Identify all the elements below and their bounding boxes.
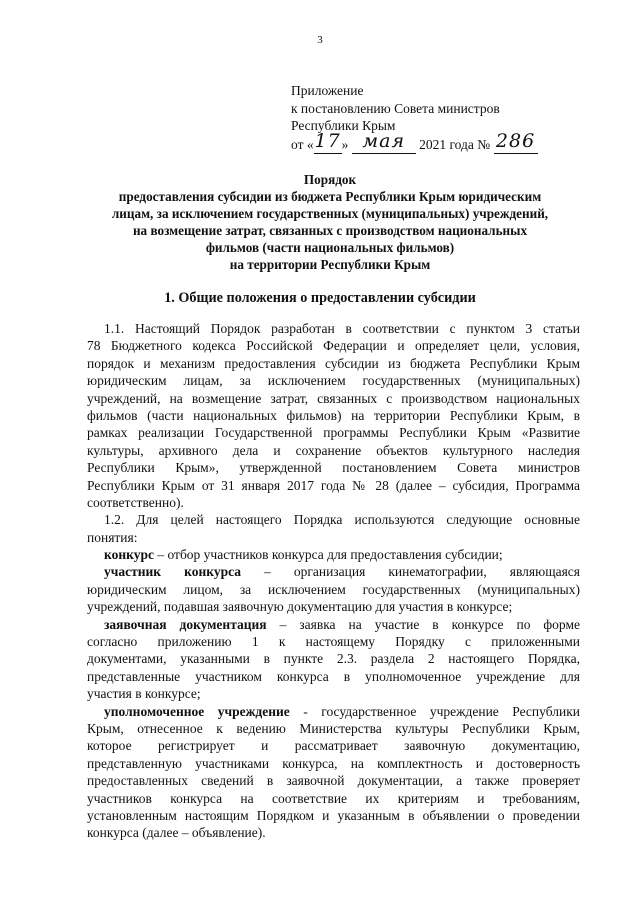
paragraph-line: рамках реализации Государственной программы Республики Крым «Развитие: [87, 425, 580, 441]
definition-term: конкурс: [104, 547, 154, 563]
paragraph-line: понятия:: [87, 529, 138, 545]
appendix-line: Приложение: [291, 83, 364, 98]
title-line: на возмещение затрат, связанных с производством национальных: [132, 223, 528, 238]
handwritten-day: 17: [314, 129, 341, 152]
definition-line: представленную участниками конкурса, на комплектность и достоверность: [87, 755, 580, 771]
definition-term: уполномоченное учреждение: [104, 703, 290, 719]
appendix-date-line: [291, 129, 538, 154]
appendix-header: [291, 82, 538, 154]
definition-line: участников конкурса на соответствие их критериям и требованиям,: [87, 790, 580, 806]
section-heading: 1. Общие положения о предоставлении субсидии: [164, 290, 476, 306]
paragraph-line: учреждений, на возмещение затрат, связанных с производством национальных: [87, 390, 580, 406]
definition-line: установленным настоящим Порядком и указанным в объявлении о проведении: [87, 807, 580, 823]
definition-line: согласно приложению 1 к настоящему Порядку с приложенными: [87, 634, 580, 650]
definition-line: предоставленных сведений в заявочной документации, а также проверяет: [87, 773, 580, 789]
handwritten-number: 286: [494, 135, 538, 154]
title-line: фильмов (части национальных фильмов): [205, 240, 455, 255]
paragraph-line: Республики Крым», утвержденной постановлением Совета министров: [87, 460, 580, 476]
title-line: на территории Республики Крым: [229, 257, 431, 272]
definition-line: учреждений, подавшая заявочную документацию для участия в конкурсе;: [87, 599, 513, 615]
paragraph-line: 78 Бюджетного кодекса Российской Федерации и определяет цели, условия,: [87, 338, 580, 354]
definition-line: участник конкурса – организация кинематографии, являющаяся: [104, 564, 581, 580]
paragraph-line: фильмов (части национальных фильмов) на территории Республики Крым, в: [87, 407, 580, 423]
paragraph-line: порядок и механизм предоставления субсидии из бюджета Республики Крым: [87, 355, 580, 371]
title-line: Порядок: [303, 172, 357, 187]
paragraph-line: Республики Крым от 31 января 2017 года № 28 (далее – субсидия, Программа: [87, 477, 580, 493]
paragraph-line: культуры, архивного дела и сохранение объектов культурного наследия: [87, 442, 580, 458]
document-title: [80, 171, 580, 273]
definition-line: документами, указанными в пункте 2.3. раздела 2 настоящего Порядка,: [87, 651, 580, 667]
paragraph-line: 1.2. Для целей настоящего Порядка используются следующие основные: [104, 512, 580, 528]
paragraph-line: юридическим лицам, за исключением государственных (муниципальных): [87, 373, 580, 389]
document-body: [87, 320, 580, 842]
definition-line: представленные участником конкурса в уполномоченное учреждение для: [87, 668, 580, 684]
appendix-line: Республики Крым: [291, 118, 396, 133]
definition-term: участник конкурса: [104, 564, 241, 580]
appendix-line: к постановлению Совета министров: [291, 100, 500, 116]
definition-line: которое регистрирует и рассматривает заявочную документацию,: [87, 738, 580, 754]
definition-line: уполномоченное учреждение - государственное учреждение Республики: [104, 703, 580, 719]
paragraph-line: соответственно).: [87, 494, 184, 510]
paragraph-line: 1.1. Настоящий Порядок разработан в соответствии с пунктом 3 статьи: [104, 321, 580, 336]
date-prefix: от «: [291, 136, 314, 152]
definition-term: заявочная документация: [104, 616, 267, 632]
definition-line: конкурса (далее – объявление).: [87, 825, 266, 841]
definition-line: юридическим лицом, за исключением государственных (муниципальных): [87, 581, 580, 597]
year-text: 2021 года №: [419, 136, 491, 152]
definition-line: конкурс – отбор участников конкурса для предоставления субсидии;: [104, 547, 503, 563]
definition-line: Крым, отнесенное к ведению Министерства культуры Республики Крым,: [87, 720, 580, 736]
handwritten-month: мая: [352, 135, 416, 154]
title-line: предоставления субсидии из бюджета Республики Крым юридическим: [118, 189, 542, 204]
page-number: 3: [317, 34, 323, 46]
date-mid: »: [341, 136, 349, 152]
title-line: лицам, за исключением государственных (муниципальных) учреждений,: [111, 206, 549, 221]
definition-line: участия в конкурсе;: [87, 686, 201, 702]
definition-line: заявочная документация – заявка на участие в конкурсе по форме: [104, 616, 580, 632]
